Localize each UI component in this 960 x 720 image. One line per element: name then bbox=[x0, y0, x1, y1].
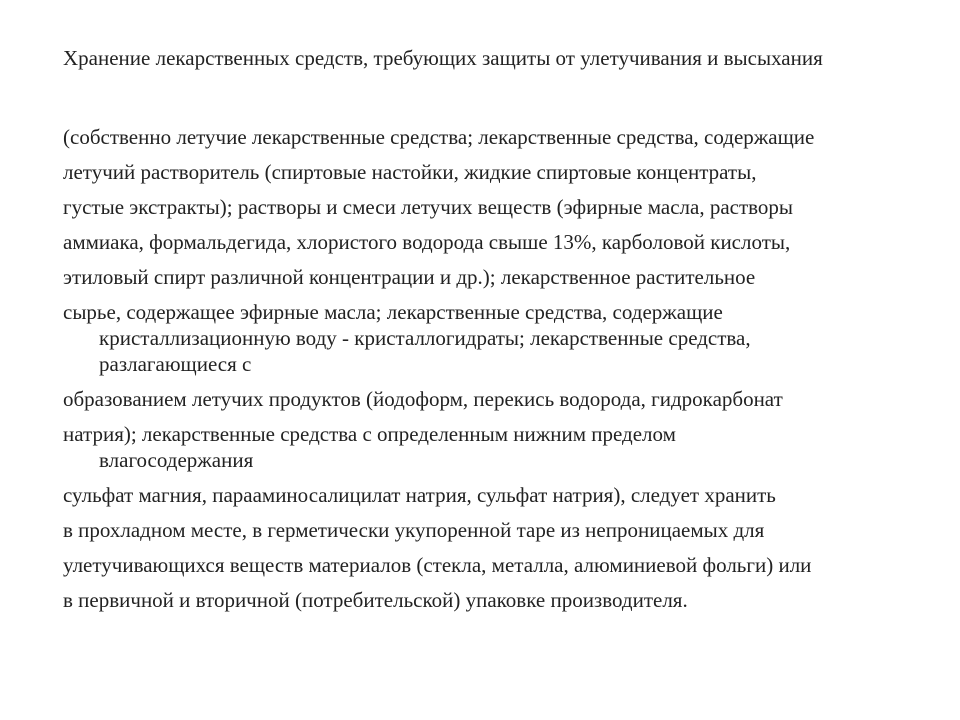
paragraph-8: натрия); лекарственные средства с определенным нижним пределом влагосодержания bbox=[63, 422, 676, 472]
paragraph-1: (собственно летучие лекарственные средства; лекарственные средства, содержащие bbox=[63, 125, 815, 149]
paragraph-9: сульфат магния, парааминосалицилат натрия, сульфат натрия), следует хранить bbox=[63, 483, 776, 507]
paragraph-11: улетучивающихся веществ материалов (стекла, металла, алюминиевой фольги) или bbox=[63, 553, 812, 577]
slide-title: Хранение лекарственных средств, требующих защиты от улетучивания и высыхания bbox=[63, 46, 823, 70]
paragraph-2: летучий растворитель (спиртовые настойки, жидкие спиртовые концентраты, bbox=[63, 160, 757, 184]
paragraph-10: в прохладном месте, в герметически укупоренной таре из непроницаемых для bbox=[63, 518, 765, 542]
slide-body bbox=[63, 124, 943, 622]
paragraph-5: этиловый спирт различной концентрации и др.); лекарственное растительное bbox=[63, 265, 756, 289]
paragraph-4: аммиака, формальдегида, хлористого водорода свыше 13%, карболовой кислоты, bbox=[63, 230, 791, 254]
paragraph-3: густые экстракты); растворы и смеси летучих веществ (эфирные масла, растворы bbox=[63, 195, 794, 219]
paragraph-7: образованием летучих продуктов (йодоформ, перекись водорода, гидрокарбонат bbox=[63, 387, 783, 411]
paragraph-6: сырье, содержащее эфирные масла; лекарственные средства, содержащие кристаллизационную воду - кристаллогидраты; лекарственные средства, разлагающиеся с bbox=[63, 300, 751, 376]
paragraph-12: в первичной и вторичной (потребительской) упаковке производителя. bbox=[63, 588, 688, 612]
